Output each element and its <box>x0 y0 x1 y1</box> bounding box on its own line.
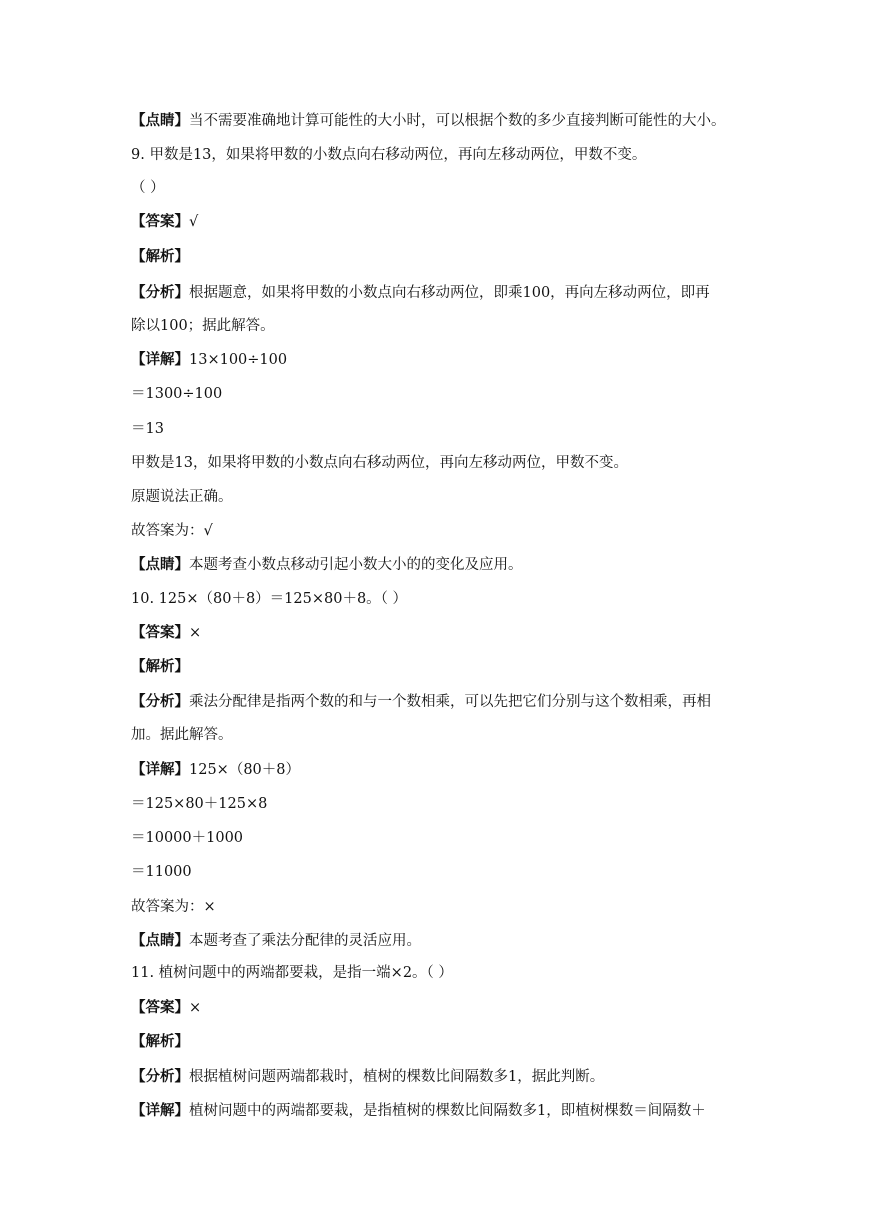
text-line <box>131 350 287 370</box>
line-text: 本题考查了乘法分配律的灵活应用。 <box>189 933 421 949</box>
text-line <box>131 178 165 198</box>
line-text: 9. 甲数是13，如果将甲数的小数点向右移动两位，再向左移动两位，甲数不变。 <box>131 147 647 163</box>
text-line <box>131 725 233 745</box>
section-tag: 【点睛】 <box>131 556 189 573</box>
section-tag: 【答案】 <box>131 999 189 1016</box>
line-text: 根据题意，如果将甲数的小数点向右移动两位，即乘100，再向左移动两位，即再 <box>189 285 710 301</box>
line-text: ＝125×80＋125×8 <box>131 796 268 812</box>
text-line <box>131 247 189 267</box>
text-line <box>131 794 267 814</box>
text-line <box>131 828 243 848</box>
text-line <box>131 1101 706 1121</box>
line-text: 当不需要准确地计算可能性的大小时，可以根据个数的多少直接判断可能性的大小。 <box>189 113 726 129</box>
line-text: ＝13 <box>131 421 164 437</box>
line-text: 根据植树问题两端都栽时，植树的棵数比间隔数多1，据此判断。 <box>189 1069 605 1085</box>
text-line <box>131 555 523 575</box>
line-text: 本题考查小数点移动引起小数大小的的变化及应用。 <box>189 557 523 573</box>
text-line <box>131 623 201 643</box>
text-line <box>131 283 710 303</box>
line-text: 加。据此解答。 <box>131 727 233 743</box>
section-tag: 【分析】 <box>131 1068 189 1085</box>
text-line <box>131 862 192 882</box>
line-text: √ <box>189 214 199 230</box>
text-line <box>131 589 407 609</box>
text-line <box>131 316 275 336</box>
text-line <box>131 1067 604 1087</box>
line-text: （ ） <box>131 180 165 196</box>
section-tag: 【详解】 <box>131 761 189 778</box>
text-line <box>131 384 222 404</box>
line-text: × <box>189 1000 202 1016</box>
text-line <box>131 963 453 983</box>
line-text: ＝11000 <box>131 864 192 880</box>
text-line <box>131 692 711 712</box>
text-line <box>131 487 233 507</box>
line-text: 甲数是13，如果将甲数的小数点向右移动两位，再向左移动两位，甲数不变。 <box>131 455 628 471</box>
line-text: 125×（80＋8） <box>189 762 301 778</box>
line-text: 11. 植树问题中的两端都要栽，是指一端×2。（ ） <box>131 965 453 981</box>
line-text: ＝10000＋1000 <box>131 830 244 846</box>
text-line <box>131 521 213 541</box>
text-line <box>131 897 216 917</box>
line-text: 10. 125×（80＋8）＝125×80＋8。（ ） <box>131 591 408 607</box>
line-text: 故答案为：√ <box>131 523 213 539</box>
text-line <box>131 453 628 473</box>
text-line <box>131 1032 189 1052</box>
line-text: 故答案为：× <box>131 899 216 915</box>
line-text: ＝1300÷100 <box>131 386 223 402</box>
section-tag: 【分析】 <box>131 284 189 301</box>
line-text: 乘法分配律是指两个数的和与一个数相乘，可以先把它们分别与这个数相乘，再相 <box>189 694 711 710</box>
section-tag: 【详解】 <box>131 351 189 368</box>
text-line <box>131 657 189 677</box>
line-text: 13×100÷100 <box>189 352 288 368</box>
section-tag: 【详解】 <box>131 1102 189 1119</box>
section-tag: 【分析】 <box>131 693 189 710</box>
section-tag: 【解析】 <box>131 658 189 675</box>
line-text: 除以100；据此解答。 <box>131 318 275 334</box>
line-text: 原题说法正确。 <box>131 489 233 505</box>
section-tag: 【点睛】 <box>131 932 189 949</box>
text-line <box>131 111 726 131</box>
text-line <box>131 145 646 165</box>
text-line <box>131 212 198 232</box>
section-tag: 【答案】 <box>131 624 189 641</box>
text-line <box>131 931 421 951</box>
line-text: × <box>189 625 202 641</box>
section-tag: 【点睛】 <box>131 112 189 129</box>
text-line <box>131 760 300 780</box>
section-tag: 【解析】 <box>131 248 189 265</box>
section-tag: 【答案】 <box>131 213 189 230</box>
line-text: 植树问题中的两端都要栽，是指植树的棵数比间隔数多1，即植树棵数＝间隔数＋ <box>189 1103 706 1119</box>
section-tag: 【解析】 <box>131 1033 189 1050</box>
text-line <box>131 998 201 1018</box>
text-line <box>131 419 164 439</box>
